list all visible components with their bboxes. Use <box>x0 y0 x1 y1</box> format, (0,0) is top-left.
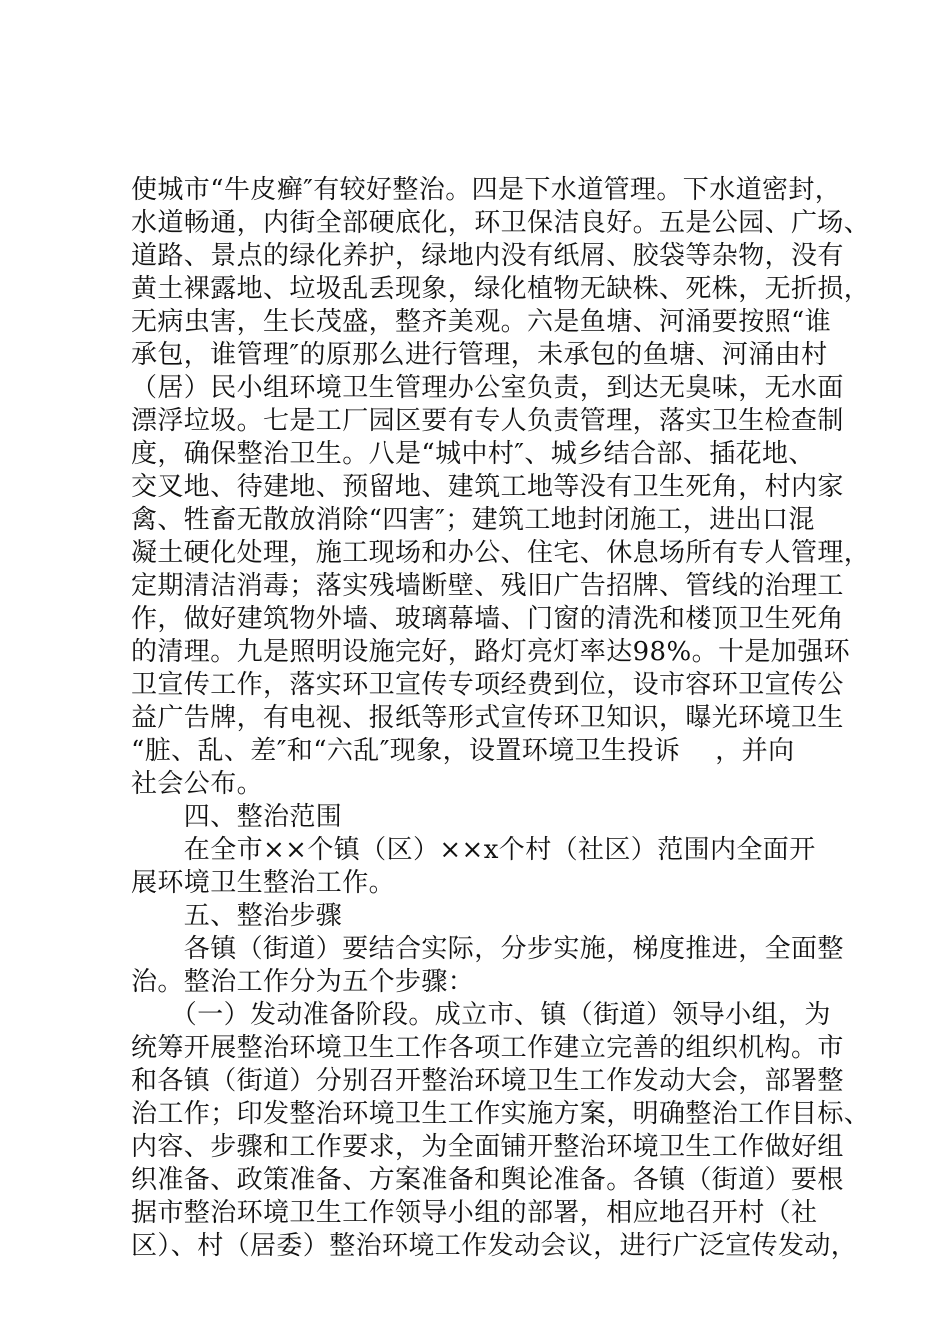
text-line: 禽、牲畜无散放消除“四害″；建筑工地封闭施工，进出口混 <box>131 505 815 535</box>
text-line: 卫宣传工作，落实环卫宣传专项经费到位，设市容环卫宣传公 <box>131 670 844 700</box>
text-line: 织准备、政策准备、方案准备和舆论准备。各镇（街道）要根 <box>131 1165 844 1195</box>
text-line: 使城市“牛皮癣″有较好整治。四是下水道管理。下水道密封， <box>131 175 842 205</box>
text-line: 定期清洁消毒；落实残墙断壁、残旧广告招牌、管线的治理工 <box>131 571 844 601</box>
text-line: 治。整治工作分为五个步骤： <box>131 967 475 997</box>
text-line: 的清理。九是照明设施完好，路灯亮灯率达98%。十是加强环 <box>131 637 850 667</box>
text-line: 和各镇（街道）分别召开整治环境卫生工作发动大会，部署整 <box>131 1066 844 1096</box>
text-line: 黄土裸露地、垃圾乱丢现象，绿化植物无缺株、死株，无折损， <box>131 274 871 304</box>
text-line: 道路、景点的绿化养护，绿地内没有纸屑、胶袋等杂物，没有 <box>131 241 844 271</box>
text-line: 漂浮垃圾。七是工厂园区要有专人负责管理，落实卫生检查制 <box>131 406 844 436</box>
text-line: 在全市××个镇（区）××x个村（社区）范围内全面开 <box>131 835 816 865</box>
text-line: 区）、村（居委）整治环境工作发动会议，进行广泛宣传发动， <box>131 1231 858 1261</box>
text-line: 无病虫害，生长茂盛，整齐美观。六是鱼塘、河涌要按照“谁 <box>131 307 832 337</box>
text-line: （一）发动准备阶段。成立市、镇（街道）领导小组，为 <box>131 1000 831 1030</box>
text-line: 度，确保整治卫生。八是“城中村″、城乡结合部、插花地、 <box>131 439 815 469</box>
section-heading: 五、整治步骤 <box>131 901 343 931</box>
text-line: 凝土硬化处理，施工现场和办公、住宅、休息场所有专人管理， <box>131 538 871 568</box>
text-line: 水道畅通，内街全部硬底化，环卫保洁良好。五是公园、广场、 <box>131 208 871 238</box>
text-line: 内容、步骤和工作要求，为全面铺开整治环境卫生工作做好组 <box>131 1132 844 1162</box>
text-line: 作，做好建筑物外墙、玻璃幕墙、门窗的清洗和楼顶卫生死角 <box>131 604 844 634</box>
text-line: 各镇（街道）要结合实际，分步实施，梯度推进，全面整 <box>131 934 844 964</box>
text-line: 展环境卫生整治工作。 <box>131 868 396 898</box>
text-line: 益广告牌，有电视、报纸等形式宣传环卫知识，曝光环境卫生 <box>131 703 844 733</box>
body-text <box>131 174 871 1263</box>
text-line: 交叉地、待建地、预留地、建筑工地等没有卫生死角，村内家 <box>131 472 844 502</box>
section-heading: 四、整治范围 <box>131 802 343 832</box>
text-line: （居）民小组环境卫生管理办公室负责，到达无臭味，无水面 <box>131 373 844 403</box>
text-line: 承包，谁管理″的原那么进行管理，未承包的鱼塘、河涌由村 <box>131 340 828 370</box>
text-line: 治工作；印发整治环境卫生工作实施方案，明确整治工作目标、 <box>131 1099 871 1129</box>
text-line: “脏、乱、差″和“六乱″现象，设置环境卫生投诉 ，并向 <box>131 736 795 766</box>
text-line: 据市整治环境卫生工作领导小组的部署，相应地召开村（社 <box>131 1198 818 1228</box>
text-line: 统筹开展整治环境卫生工作各项工作建立完善的组织机构。市 <box>131 1033 844 1063</box>
text-line: 社会公布。 <box>131 769 264 799</box>
